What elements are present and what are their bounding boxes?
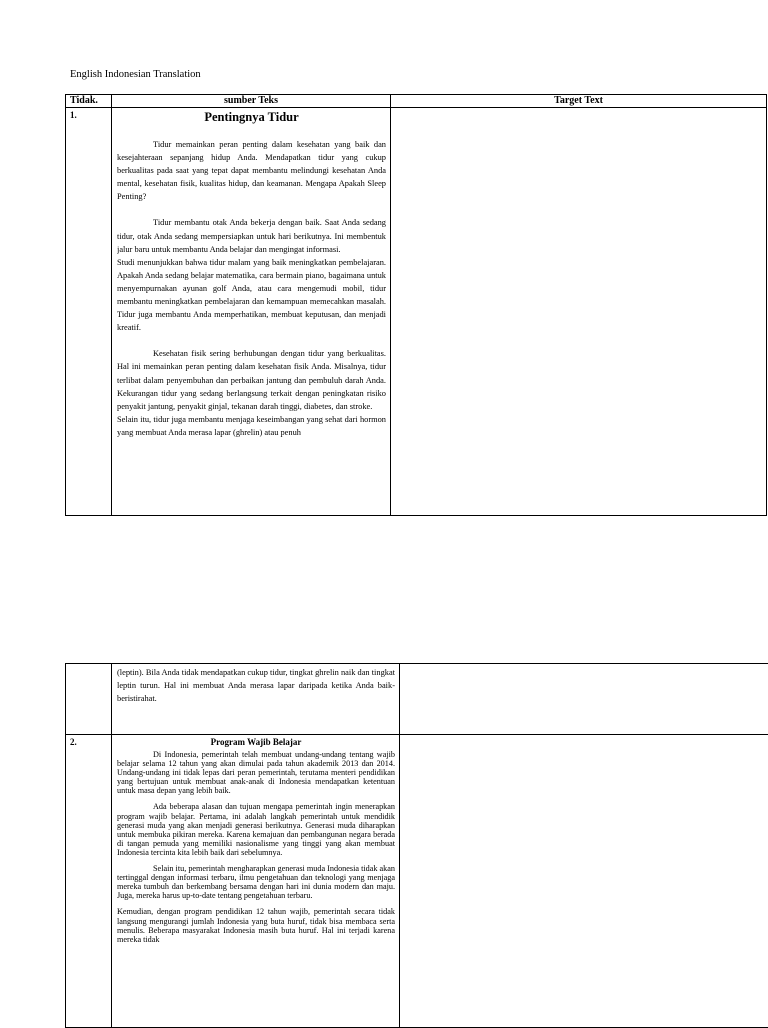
row-number-continued bbox=[66, 664, 112, 735]
source-paragraph: Selain itu, pemerintah mengharapkan generasi muda Indonesia tidak akan tertinggal dengan informasi terbaru, ilmu pengetahuan dan teknologi yang menjaga mereka tumbuh dan berkembang bersama dengan hari ini dunia modern dan maju. Juga, mereka harus up-to-date tentang pengetahuan terbaru. bbox=[117, 864, 395, 900]
row-number: 2. bbox=[66, 735, 112, 1028]
source-paragraph: Selain itu, tidur juga membantu menjaga keseimbangan yang sehat dari hormon yang membuat Anda merasa lapar (ghrelin) atau penuh bbox=[117, 413, 386, 439]
target-text-cell[interactable] bbox=[400, 735, 768, 1028]
target-text-cell[interactable] bbox=[400, 664, 768, 735]
entry-heading: Pentingnya Tidur bbox=[117, 110, 386, 124]
translation-table-page-1 bbox=[65, 94, 767, 516]
source-paragraph: Tidur memainkan peran penting dalam kesehatan yang baik dan kesejahteraan sepanjang hidup Anda. Mendapatkan tidur yang cukup berkualitas pada saat yang tepat dapat membantu melindungi kesehatan Anda mental, kesehatan fisik, kualitas hidup, dan keamanan. Mengapa Apakah Sleep Penting? bbox=[117, 138, 386, 203]
source-paragraph: Studi menunjukkan bahwa tidur malam yang baik meningkatkan pembelajaran. Apakah Anda sedang belajar matematika, cara bermain piano, bagaimana untuk menyempurnakan ayunan golf Anda, atau cara mengemudi mobil, tidur membantu meningkatkan pembelajaran dan kemampuan memecahkan masalah. Tidur juga membantu Anda memperhatikan, membuat keputusan, dan menjadi kreatif. bbox=[117, 256, 386, 335]
source-paragraph: Tidur membantu otak Anda bekerja dengan baik. Saat Anda sedang tidur, otak Anda sedang mempersiapkan untuk hari berikutnya. Ini membentuk jalur baru untuk membantu Anda belajar dan mengingat informasi. bbox=[117, 216, 386, 255]
table-row bbox=[66, 735, 768, 1028]
source-paragraph: Ada beberapa alasan dan tujuan mengapa pemerintah ingin menerapkan program wajib belajar. Pertama, ini adalah langkah pemerintah untuk mendidik generasi muda yang akan menjadi generasi berikutnya. Generasi muda diharapkan untuk membuka pikiran mereka. Karena kemajuan dan pembangunan negara berada di tangan pemuda yang memiliki nasionalisme yang tinggi yang akan membuat Indonesia tercinta kita lebih baik dari sebelumnya. bbox=[117, 802, 395, 857]
document-title: English Indonesian Translation bbox=[70, 69, 201, 80]
header-source-text: sumber Teks bbox=[112, 95, 391, 108]
source-paragraph: (leptin). Bila Anda tidak mendapatkan cukup tidur, tingkat ghrelin naik dan tingkat leptin turun. Hal ini membuat Anda merasa lapar daripada ketika Anda baik-beristirahat. bbox=[117, 666, 395, 705]
source-text-cell bbox=[112, 108, 391, 516]
table-row bbox=[66, 108, 767, 516]
table-header-row bbox=[66, 95, 767, 108]
source-text-cell bbox=[112, 664, 400, 735]
source-paragraph: Di Indonesia, pemerintah telah membuat undang-undang tentang wajib belajar selama 12 tahun yang akan dimulai pada tahun akademik 2013 dan 2014. Undang-undang ini tidak lepas dari peran pemerintah, terutama menteri pendidikan yang bertujuan untuk membuat anak-anak di Indonesia mendapatkan ketentuan untuk masa depan yang lebih baik. bbox=[117, 750, 395, 795]
header-number: Tidak. bbox=[66, 95, 112, 108]
target-text-cell[interactable] bbox=[391, 108, 767, 516]
source-paragraph: Kemudian, dengan program pendidikan 12 tahun wajib, pemerintah secara tidak langsung mengurangi jumlah Indonesia yang buta huruf, tidak bisa membaca serta menulis. Beberapa masyarakat Indonesia masih buta huruf. Hal ini terjadi karena mereka tidak bbox=[117, 907, 395, 943]
table-row bbox=[66, 664, 768, 735]
source-text-cell bbox=[112, 735, 400, 1028]
entry-heading: Program Wajib Belajar bbox=[117, 737, 395, 747]
header-target-text: Target Text bbox=[391, 95, 767, 108]
translation-table-page-2 bbox=[65, 663, 768, 1028]
row-number: 1. bbox=[66, 108, 112, 516]
source-paragraph: Kesehatan fisik sering berhubungan dengan tidur yang berkualitas. Hal ini memainkan peran penting dalam kesehatan fisik Anda. Misalnya, tidur terlibat dalam penyembuhan dan perbaikan jantung dan pembuluh darah Anda. Kekurangan tidur yang sedang berlangsung terkait dengan peningkatan risiko penyakit jantung, penyakit ginjal, tekanan darah tinggi, diabetes, dan stroke. bbox=[117, 347, 386, 412]
